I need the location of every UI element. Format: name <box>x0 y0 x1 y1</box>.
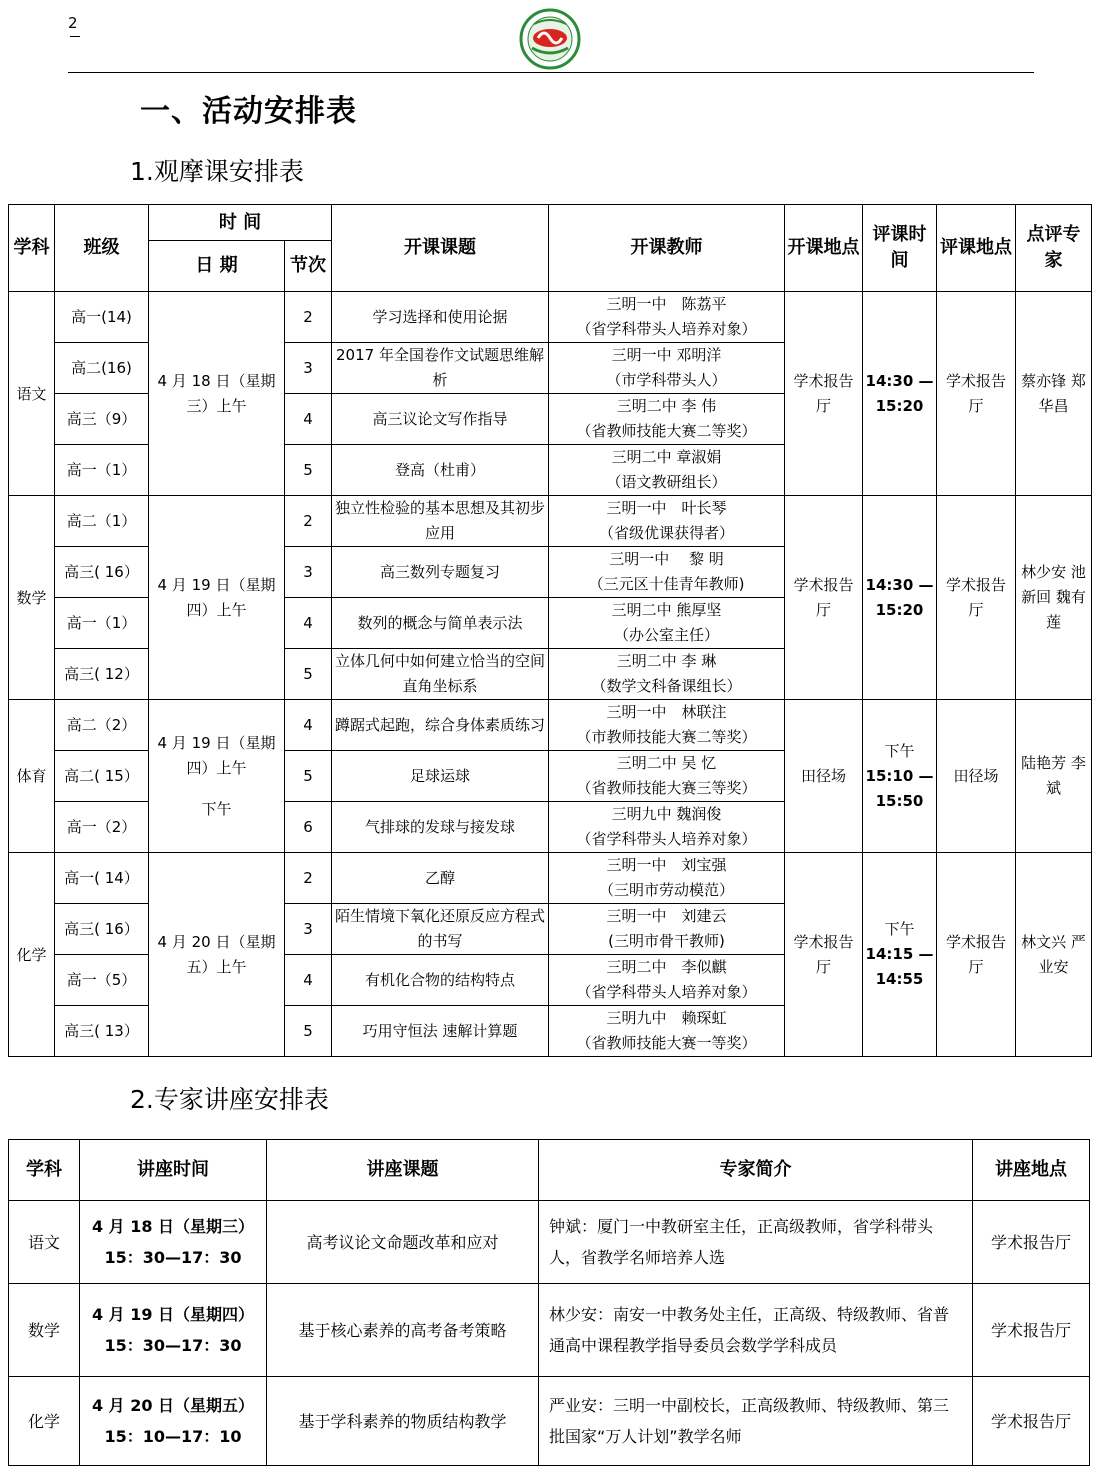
teacher-name: 三明一中 叶长琴 <box>606 499 727 517</box>
date-cell: 4 月 20 日（星期五）上午 <box>149 853 285 1057</box>
teacher-cell <box>549 802 785 853</box>
header-experts: 点评专家 <box>1016 205 1092 292</box>
review-location-cell: 学术报告厅 <box>937 496 1016 700</box>
teacher-note: （市学科带头人） <box>606 371 727 389</box>
lecture-schedule-table <box>8 1139 1090 1466</box>
teacher-name: 三明一中 林联注 <box>606 703 727 721</box>
class-cell: 高二(16) <box>55 343 149 394</box>
period-cell: 4 <box>285 394 332 445</box>
period-cell: 3 <box>285 343 332 394</box>
date-pm-text: 下午 <box>201 799 232 818</box>
teacher-note: （省教师技能大赛一等奖） <box>576 1034 757 1052</box>
teacher-cell <box>549 547 785 598</box>
header-period: 节次 <box>285 241 332 292</box>
teacher-name: 三明二中 章淑娟 <box>611 448 722 466</box>
period-cell: 3 <box>285 547 332 598</box>
class-cell: 高三( 12） <box>55 649 149 700</box>
topic-cell: 立体几何中如何建立恰当的空间直角坐标系 <box>332 649 549 700</box>
lecture-topic: 基于核心素养的高考备考策略 <box>267 1284 539 1377</box>
lecture-topic: 基于学科素养的物质结构教学 <box>267 1377 539 1466</box>
period-cell: 5 <box>285 445 332 496</box>
teacher-cell <box>549 853 785 904</box>
teacher-note: （数学文科备课组长） <box>591 677 742 695</box>
teacher-cell <box>549 700 785 751</box>
topic-cell: 巧用守恒法 速解计算题 <box>332 1006 549 1057</box>
experts-cell: 蔡亦锋 郑华昌 <box>1016 292 1092 496</box>
period-cell: 5 <box>285 751 332 802</box>
review-time-cell <box>863 700 937 853</box>
class-cell: 高三( 13） <box>55 1006 149 1057</box>
review-location-cell: 学术报告厅 <box>937 292 1016 496</box>
lecture-location: 学术报告厅 <box>973 1201 1090 1284</box>
teacher-note: （办公室主任） <box>613 626 719 644</box>
teacher-cell <box>549 496 785 547</box>
teacher-name: 三明九中 赖琛虹 <box>606 1009 727 1027</box>
period-cell: 4 <box>285 955 332 1006</box>
lecture-subject: 语文 <box>9 1201 80 1284</box>
period-cell: 4 <box>285 700 332 751</box>
review-time-prefix: 下午 <box>884 920 915 938</box>
teacher-note: （三明市劳动模范） <box>598 881 734 899</box>
period-cell: 4 <box>285 598 332 649</box>
topic-cell: 学习选择和使用论据 <box>332 292 549 343</box>
location-cell: 学术报告厅 <box>785 292 863 496</box>
teacher-cell <box>549 649 785 700</box>
period-cell: 2 <box>285 496 332 547</box>
teacher-note: （省学科带头人培养对象） <box>576 830 757 848</box>
lecture-location: 学术报告厅 <box>973 1284 1090 1377</box>
experts-cell: 陆艳芳 李 斌 <box>1016 700 1092 853</box>
header-class: 班级 <box>55 205 149 292</box>
date-cell: 4 月 19 日（星期四）上午 <box>149 496 285 700</box>
lecture-time <box>80 1377 267 1466</box>
teacher-name: 三明一中 陈荔平 <box>606 295 727 313</box>
teacher-name: 三明二中 李 伟 <box>616 397 717 415</box>
lecture-hours: 15：30—17：30 <box>104 1248 242 1267</box>
header-date: 日 期 <box>149 241 285 292</box>
header-location: 开课地点 <box>785 205 863 292</box>
experts-cell: 林文兴 严业安 <box>1016 853 1092 1057</box>
period-cell: 2 <box>285 853 332 904</box>
observation-schedule-table <box>8 204 1101 1057</box>
header-review-time: 评课时间 <box>863 205 937 292</box>
class-cell: 高一（1） <box>55 445 149 496</box>
teacher-cell <box>549 904 785 955</box>
teacher-note: （市教师技能大赛二等奖） <box>576 728 757 746</box>
lecture-header-subject: 学科 <box>9 1140 80 1201</box>
review-time-range: 15:10 — 15:50 <box>865 766 934 810</box>
topic-cell: 陌生情境下氧化还原反应方程式的书写 <box>332 904 549 955</box>
period-cell: 5 <box>285 1006 332 1057</box>
header-time: 时 间 <box>149 205 332 241</box>
review-time-cell: 14:30 — 15:20 <box>863 496 937 700</box>
subject-cell: 语文 <box>9 292 55 496</box>
teacher-note: (三明市骨干教师) <box>608 932 725 950</box>
class-cell: 高三( 16） <box>55 904 149 955</box>
topic-cell: 独立性检验的基本思想及其初步应用 <box>332 496 549 547</box>
header-teacher: 开课教师 <box>549 205 785 292</box>
period-cell: 3 <box>285 904 332 955</box>
review-time-cell: 14:30 — 15:20 <box>863 292 937 496</box>
lecture-header-intro: 专家简介 <box>539 1140 973 1201</box>
page-number-underline <box>70 36 80 37</box>
period-cell: 5 <box>285 649 332 700</box>
review-time-cell <box>863 853 937 1057</box>
teacher-name: 三明一中 刘宝强 <box>606 856 727 874</box>
review-location-cell: 学术报告厅 <box>937 853 1016 1057</box>
review-time-range: 14:15 — 14:55 <box>865 945 934 988</box>
teacher-note: （三元区十佳青年教师) <box>588 575 745 593</box>
lecture-location: 学术报告厅 <box>973 1377 1090 1466</box>
teacher-name: 三明一中 黎 明 <box>609 550 724 568</box>
teacher-name: 三明一中 刘建云 <box>606 907 727 925</box>
review-time-prefix: 下午 <box>884 741 915 760</box>
teacher-note: （省教师技能大赛三等奖） <box>576 779 757 797</box>
lecture-date: 4 月 18 日（星期三） <box>91 1217 255 1236</box>
subject-cell: 体育 <box>9 700 55 853</box>
teacher-note: （省教师技能大赛二等奖） <box>576 422 757 440</box>
teacher-name: 三明九中 魏润俊 <box>611 805 722 823</box>
topic-cell: 高三数列专题复习 <box>332 547 549 598</box>
section-title-observation: 1.观摩课安排表 <box>130 157 304 186</box>
lecture-intro: 严业安：三明一中副校长，正高级教师、特级教师、第三批国家“万人计划”教学名师 <box>539 1377 973 1466</box>
subject-cell: 化学 <box>9 853 55 1057</box>
header-review-location: 评课地点 <box>937 205 1016 292</box>
date-cell <box>149 700 285 853</box>
lecture-topic: 高考议论文命题改革和应对 <box>267 1201 539 1284</box>
lecture-subject: 化学 <box>9 1377 80 1466</box>
class-cell: 高三( 16） <box>55 547 149 598</box>
lecture-date: 4 月 19 日（星期四） <box>91 1305 255 1324</box>
subject-cell: 数学 <box>9 496 55 700</box>
location-cell: 学术报告厅 <box>785 496 863 700</box>
date-cell: 4 月 18 日（星期三）上午 <box>149 292 285 496</box>
teacher-cell <box>549 394 785 445</box>
lecture-time <box>80 1201 267 1284</box>
lecture-date: 4 月 20 日（星期五） <box>91 1396 255 1415</box>
page-number: 2 <box>68 14 78 32</box>
topic-cell: 足球运球 <box>332 751 549 802</box>
location-cell: 田径场 <box>785 700 863 853</box>
section-title-lectures: 2.专家讲座安排表 <box>130 1085 329 1114</box>
experts-cell: 林少安 池新回 魏有莲 <box>1016 496 1092 700</box>
teacher-note: （省级优课获得者） <box>598 524 734 542</box>
class-cell: 高一(14) <box>55 292 149 343</box>
topic-cell: 登高（杜甫） <box>332 445 549 496</box>
topic-cell: 数列的概念与简单表示法 <box>332 598 549 649</box>
class-cell: 高二（1） <box>55 496 149 547</box>
class-cell: 高二（2） <box>55 700 149 751</box>
review-location-cell: 田径场 <box>937 700 1016 853</box>
location-cell: 学术报告厅 <box>785 853 863 1057</box>
teacher-cell <box>549 445 785 496</box>
topic-cell: 乙醇 <box>332 853 549 904</box>
teacher-note: （省学科带头人培养对象） <box>576 320 757 338</box>
teacher-name: 三明二中 熊厚坚 <box>611 601 722 619</box>
class-cell: 高二( 15） <box>55 751 149 802</box>
period-cell: 6 <box>285 802 332 853</box>
lecture-hours: 15：10—17：10 <box>104 1427 242 1446</box>
period-cell: 2 <box>285 292 332 343</box>
topic-cell: 高三议论文写作指导 <box>332 394 549 445</box>
school-emblem-icon <box>518 8 582 70</box>
teacher-note: （语文教研组长） <box>606 473 727 491</box>
date-text: 4 月 19 日（星期四）上午 <box>157 733 276 777</box>
teacher-cell <box>549 955 785 1006</box>
header-topic: 开课课题 <box>332 205 549 292</box>
class-cell: 高三（9） <box>55 394 149 445</box>
class-cell: 高一（5） <box>55 955 149 1006</box>
teacher-cell <box>549 292 785 343</box>
lecture-hours: 15：30—17：30 <box>104 1336 242 1355</box>
class-cell: 高一( 14） <box>55 853 149 904</box>
teacher-note: （省学科带头人培养对象） <box>576 983 757 1001</box>
teacher-cell <box>549 751 785 802</box>
teacher-name: 三明二中 李似麒 <box>606 958 727 976</box>
teacher-name: 三明一中 邓明洋 <box>611 346 722 364</box>
page-title: 一、活动安排表 <box>140 94 357 129</box>
class-cell: 高一（1） <box>55 598 149 649</box>
class-cell: 高一（2） <box>55 802 149 853</box>
lecture-header-topic: 讲座课题 <box>267 1140 539 1201</box>
topic-cell: 蹲踞式起跑，综合身体素质练习 <box>332 700 549 751</box>
lecture-intro: 林少安：南安一中教务处主任，正高级、特级教师、省普通高中课程教学指导委员会数学学科成员 <box>539 1284 973 1377</box>
header-rule <box>68 72 1034 73</box>
lecture-time <box>80 1284 267 1377</box>
lecture-header-location: 讲座地点 <box>973 1140 1090 1201</box>
teacher-cell <box>549 1006 785 1057</box>
lecture-subject: 数学 <box>9 1284 80 1377</box>
lecture-header-time: 讲座时间 <box>80 1140 267 1201</box>
lecture-intro: 钟斌：厦门一中教研室主任，正高级教师，省学科带头人，省教学名师培养人选 <box>539 1201 973 1284</box>
teacher-cell <box>549 598 785 649</box>
teacher-name: 三明二中 吴 忆 <box>616 754 717 772</box>
teacher-cell <box>549 343 785 394</box>
topic-cell: 有机化合物的结构特点 <box>332 955 549 1006</box>
header-subject: 学科 <box>9 205 55 292</box>
teacher-name: 三明二中 李 琳 <box>616 652 717 670</box>
topic-cell: 气排球的发球与接发球 <box>332 802 549 853</box>
topic-cell: 2017 年全国卷作文试题思维解析 <box>332 343 549 394</box>
